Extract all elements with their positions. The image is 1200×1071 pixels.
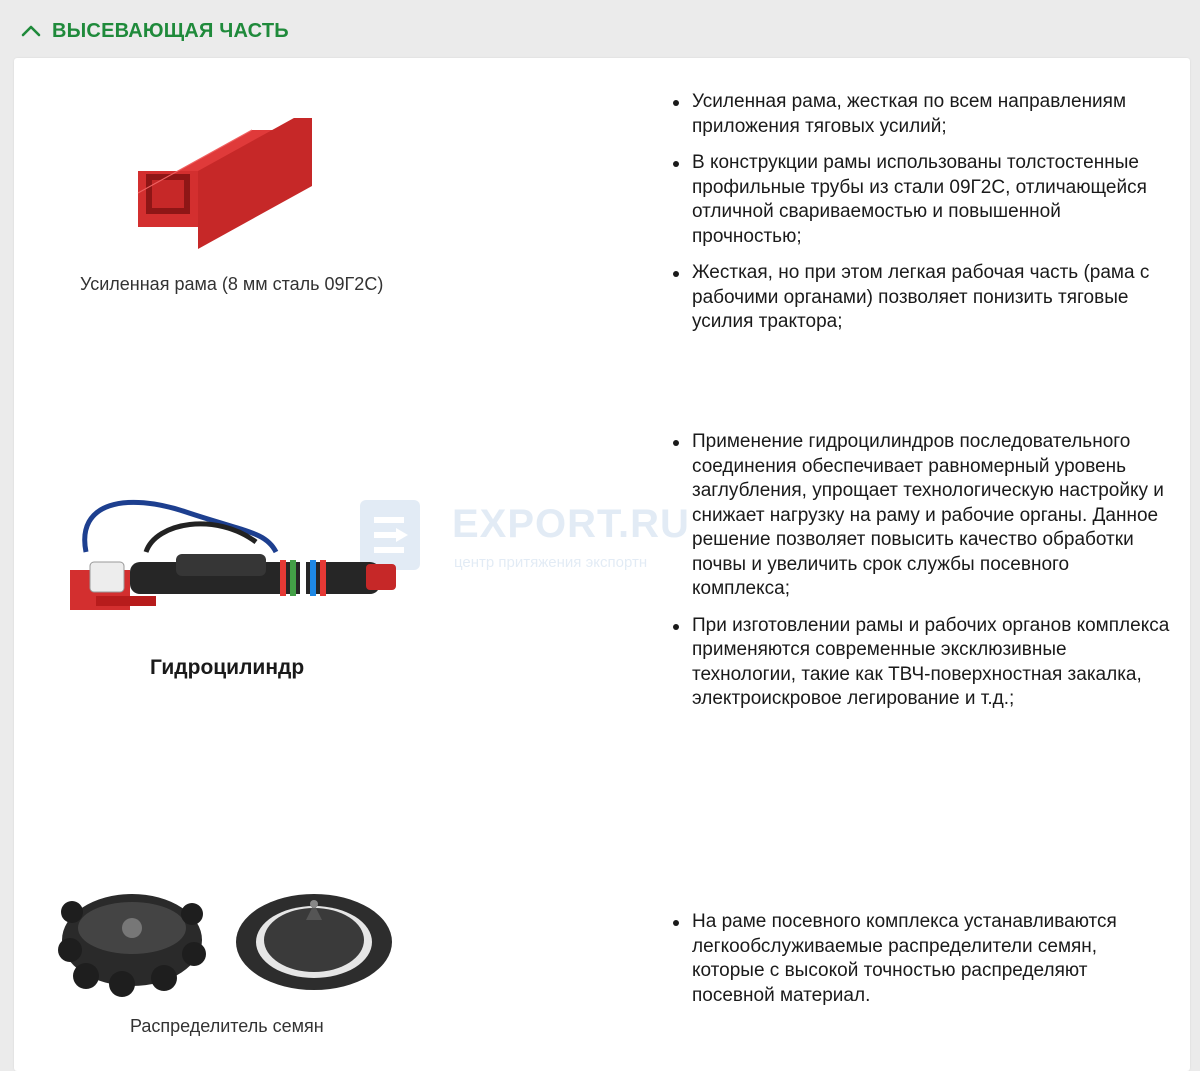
cylinder-caption: Гидроцилиндр — [150, 656, 305, 679]
cylinder-bullet-item: При изготовлении рамы и рабочих органов комплекса применяются современные эксклюзивные технологии, такие как ТВЧ-поверхностная закалка, электроискровое легирование и т.д.; — [670, 614, 1170, 712]
section-header-toggle[interactable] — [8, 8, 1194, 54]
distributor-bullet-list — [670, 910, 1170, 1020]
hydraulic-cylinder-image — [66, 492, 406, 632]
seed-distributor-image — [52, 880, 408, 1000]
watermark-subtext: центр притяжения экспортн — [454, 554, 648, 571]
frame-caption: Усиленная рама (8 мм сталь 09Г2С) — [80, 274, 384, 294]
frame-bullet-item: Усиленная рама, жесткая по всем направлениям приложения тяговых усилий; — [670, 90, 1170, 139]
chevron-up-icon — [20, 20, 42, 42]
section-title: ВЫСЕВАЮЩАЯ ЧАСТЬ — [52, 19, 289, 42]
frame-bullet-item: Жесткая, но при этом легкая рабочая часть (рама с рабочими органами) позволяет понизить тяговые усилия трактора; — [670, 261, 1170, 335]
cylinder-bullet-list — [670, 430, 1170, 724]
frame-bullet-list — [670, 90, 1170, 347]
distributor-caption: Распределитель семян — [130, 1016, 324, 1036]
square-tube-frame-image — [132, 118, 322, 253]
cylinder-bullet-item: Применение гидроцилиндров последовательного соединения обеспечивает равномерный уровень заглубления, упрощает технологическую настройку и снижает нагрузку на раму и рабочие органы. Данное решение позволяет повысить качество обработки почвы и увеличить срок службы посевного комплекса; — [670, 430, 1170, 602]
frame-bullet-item: В конструкции рамы использованы толстостенные профильные трубы из стали 09Г2С, отличающейся отличной свариваемостью и повышенной прочностью; — [670, 151, 1170, 249]
watermark-text: EXPORT.RU — [452, 502, 690, 546]
section-content-panel — [14, 58, 1190, 1071]
distributor-bullet-item: На раме посевного комплекса устанавливаются легкообслуживаемые распределители семян, которые с высокой точностью распределяют посевной материал. — [670, 910, 1170, 1008]
